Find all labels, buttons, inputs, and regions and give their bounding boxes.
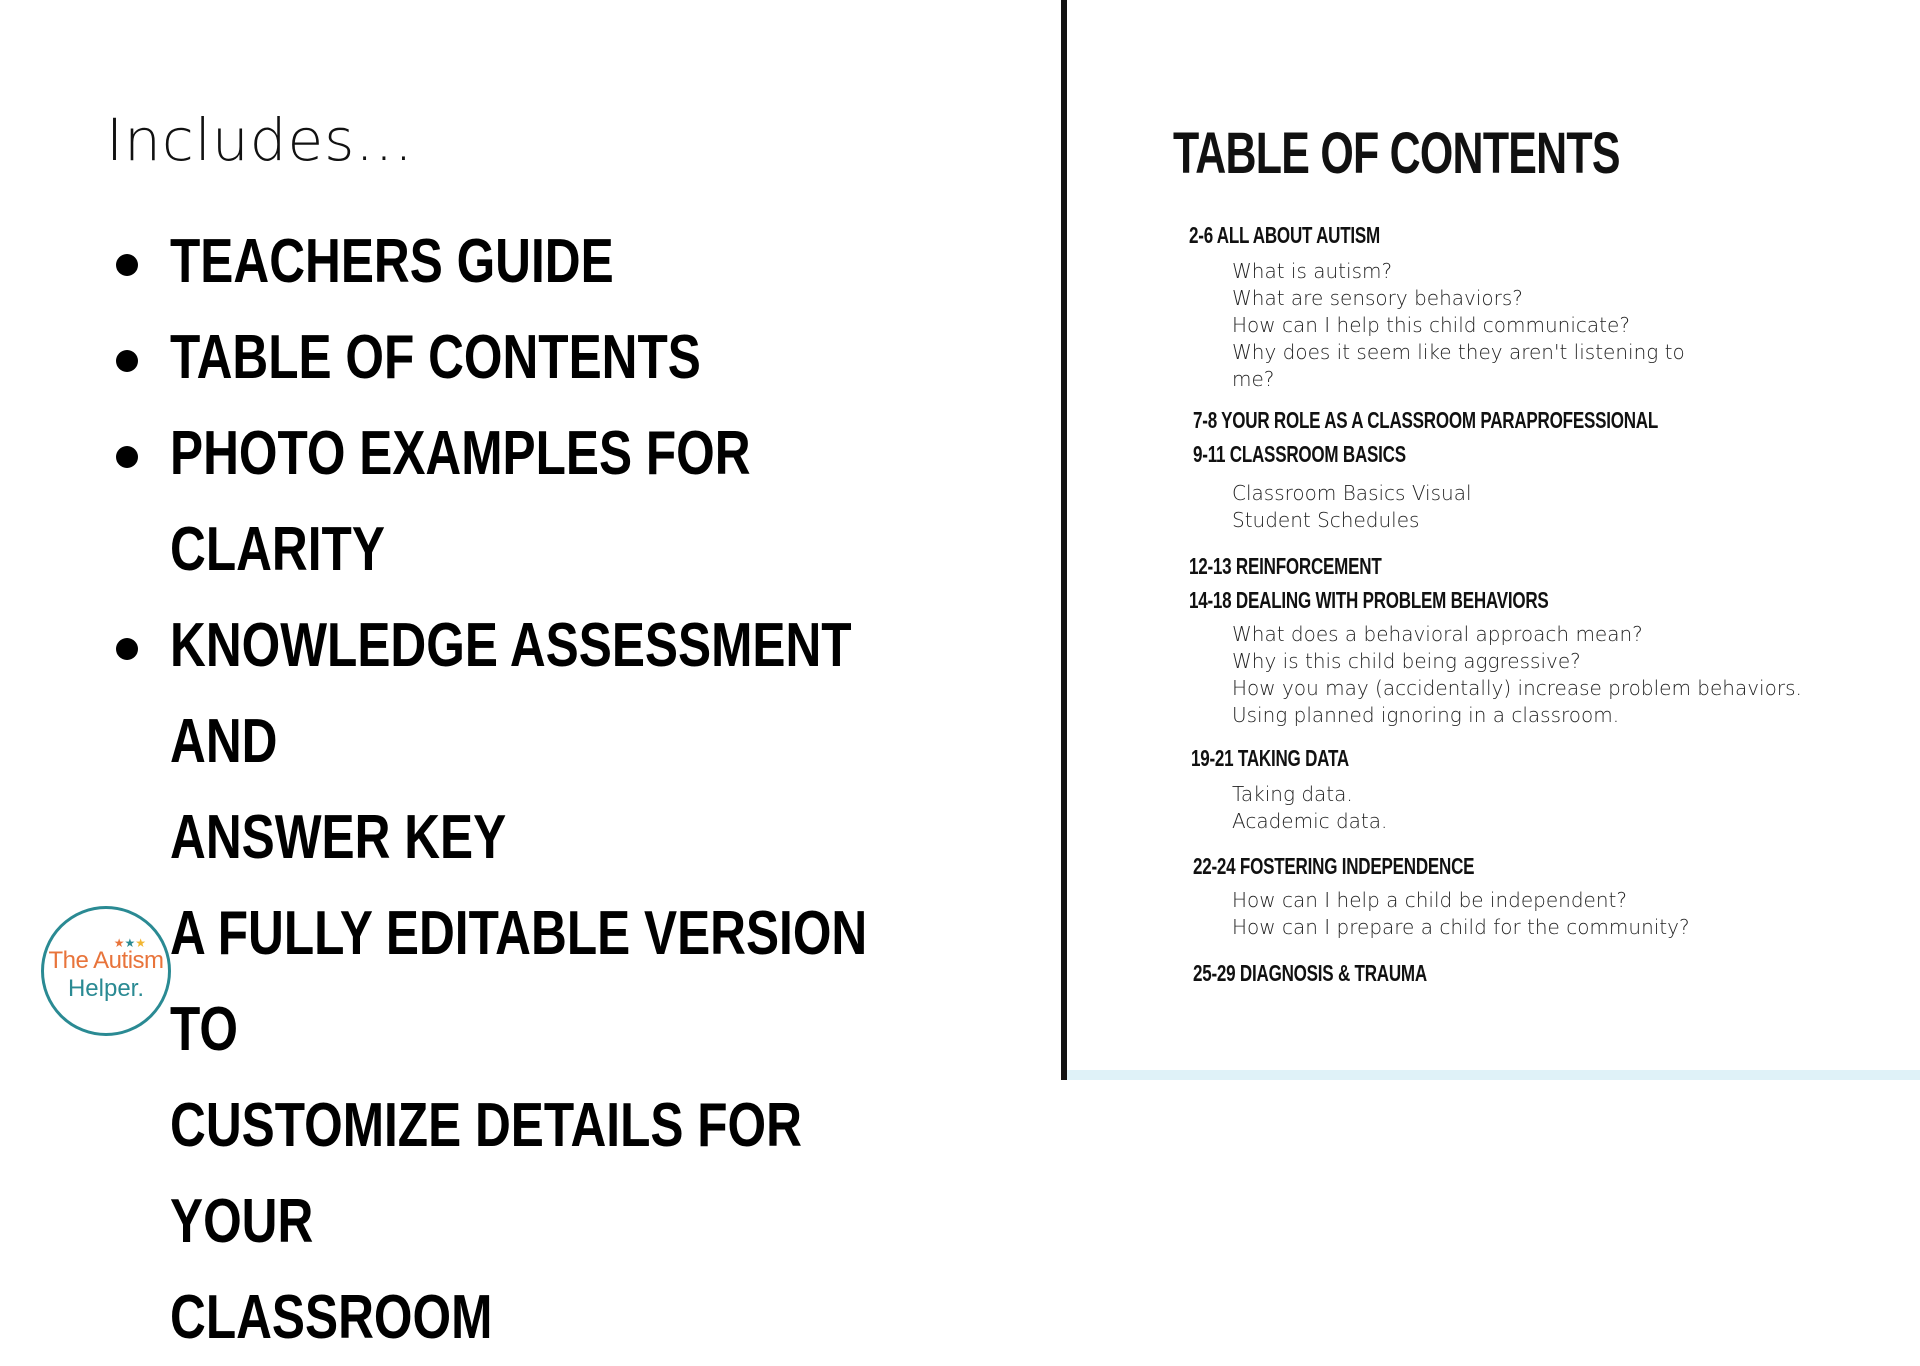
toc-item: Using planned ignoring in a classroom. <box>1232 703 1620 727</box>
toc-section-heading: 9-11 CLASSROOM BASICS <box>1193 441 1406 467</box>
toc-item: Why is this child being aggressive? <box>1232 649 1581 673</box>
logo-text-line2: Helper. <box>67 975 145 1002</box>
toc-section-heading: 14-18 DEALING WITH PROBLEM BEHAVIORS <box>1189 587 1549 613</box>
toc-section-items <box>1232 887 1792 941</box>
toc-item: How can I help a child be independent? <box>1232 888 1627 912</box>
toc-section-items <box>1232 781 1792 835</box>
toc-item: me? <box>1232 367 1275 391</box>
autism-helper-logo <box>41 906 171 1036</box>
toc-section-heading: 19-21 TAKING DATA <box>1191 745 1349 771</box>
stars-icon: ★★★ <box>113 936 146 950</box>
toc-page <box>1067 0 1920 1080</box>
toc-section-heading: 12-13 REINFORCEMENT <box>1189 553 1382 579</box>
feature-text: TEACHERS GUIDE <box>170 227 614 296</box>
feature-text: PHOTO EXAMPLES FOR CLARITY <box>170 419 751 584</box>
toc-section-items <box>1232 621 1802 729</box>
feature-item <box>112 214 932 310</box>
toc-item: What does a behavioral approach mean? <box>1232 622 1643 646</box>
includes-heading: Includes... <box>106 106 414 174</box>
toc-section-items <box>1232 480 1792 534</box>
feature-item <box>112 310 932 406</box>
toc-item: How can I help this child communicate? <box>1232 313 1630 337</box>
toc-section-heading: 2-6 ALL ABOUT AUTISM <box>1189 222 1380 248</box>
bullet-icon <box>116 254 138 276</box>
feature-text: KNOWLEDGE ASSESSMENT AND ANSWER KEY <box>170 611 852 872</box>
toc-item: Taking data. <box>1232 782 1353 806</box>
toc-item: Student Schedules <box>1232 508 1420 532</box>
feature-list <box>112 214 932 1366</box>
toc-item: What are sensory behaviors? <box>1232 286 1523 310</box>
feature-item <box>112 886 932 1366</box>
bullet-icon <box>116 446 138 468</box>
toc-item: Classroom Basics Visual <box>1232 481 1472 505</box>
bullet-icon <box>116 638 138 660</box>
toc-section-heading: 25-29 DIAGNOSIS & TRAUMA <box>1193 960 1427 986</box>
feature-text: TABLE OF CONTENTS <box>170 323 701 392</box>
toc-item: Academic data. <box>1232 809 1388 833</box>
toc-item: What is autism? <box>1232 259 1393 283</box>
toc-item: Why does it seem like they aren't listening to <box>1232 340 1685 364</box>
toc-item: How you may (accidentally) increase problem behaviors. <box>1232 676 1802 700</box>
toc-section-heading: 7-8 YOUR ROLE AS A CLASSROOM PARAPROFESSIONAL <box>1193 407 1659 433</box>
page-bottom-edge <box>1067 1070 1920 1080</box>
bullet-icon <box>116 350 138 372</box>
toc-item: How can I prepare a child for the community? <box>1232 915 1690 939</box>
feature-text: A FULLY EDITABLE VERSION TO CUSTOMIZE DETAILS FOR YOUR CLASSROOM <box>170 899 868 1352</box>
toc-section-items <box>1232 258 1792 393</box>
feature-item <box>112 406 932 598</box>
logo-text-line1: The Autism <box>48 947 164 974</box>
toc-section-heading: 22-24 FOSTERING INDEPENDENCE <box>1193 853 1475 879</box>
feature-item <box>112 598 932 886</box>
toc-title: TABLE OF CONTENTS <box>1173 121 1620 186</box>
